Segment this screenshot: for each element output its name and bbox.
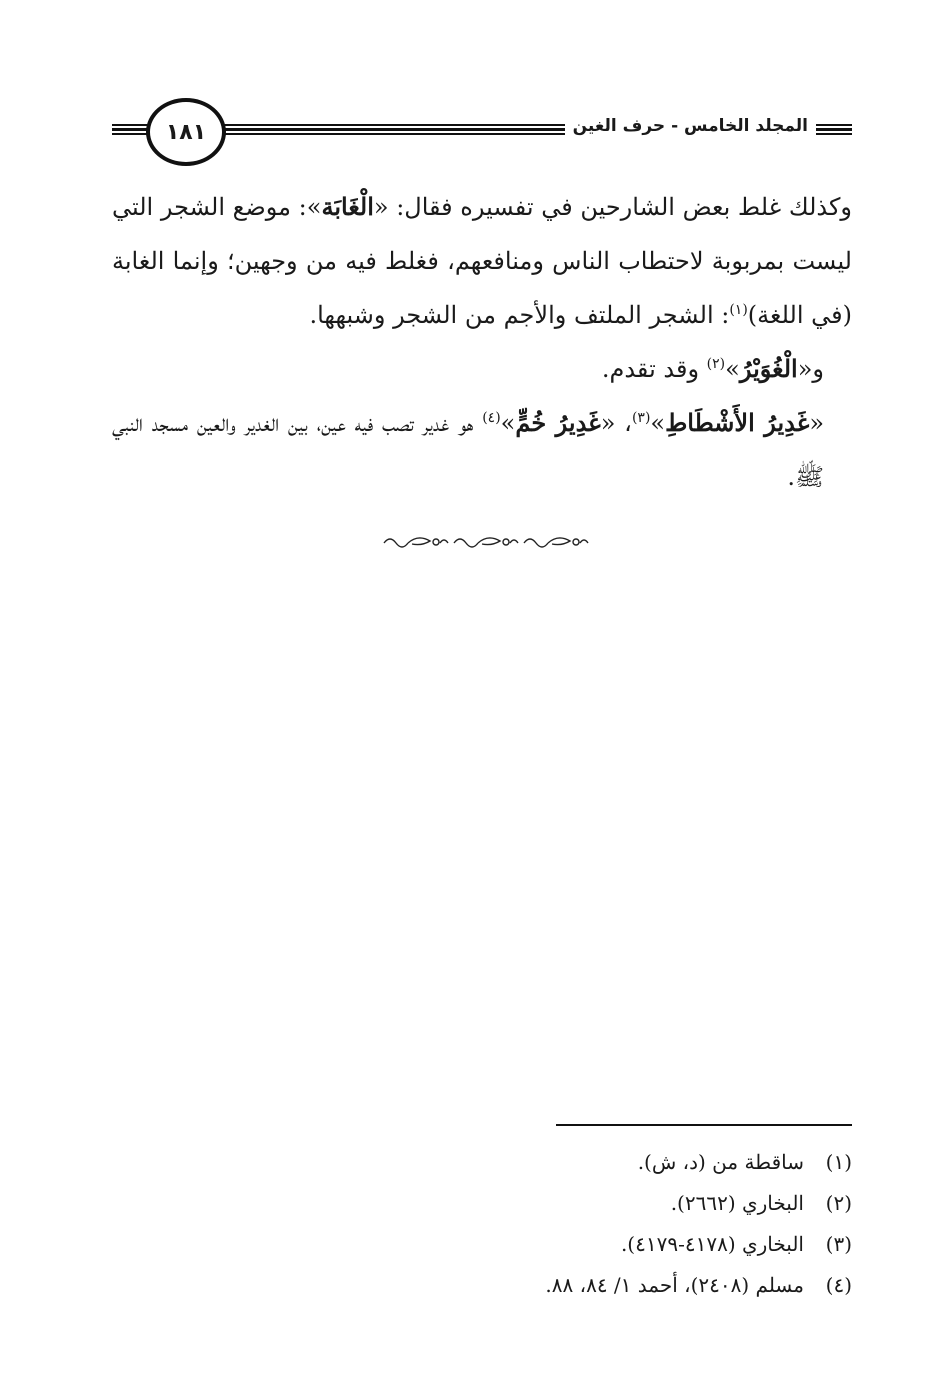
footnote-4: (٤) مسلم (٢٤٠٨)، أحمد ١/ ٨٤، ٨٨. xyxy=(545,1273,852,1297)
page-header xyxy=(112,98,852,168)
page-number: ١٨١ xyxy=(146,98,226,166)
footnote-1: (١) ساقطة من (د، ش). xyxy=(637,1150,852,1174)
term-ghaba: الْغَابَة xyxy=(321,192,374,221)
footnote-separator xyxy=(556,1124,852,1126)
footnotes xyxy=(300,1142,852,1306)
paragraph-2: و«الْغُوَيْرُ»$^{(٢)}$ وقد تقدم. xyxy=(601,354,824,383)
term-ghadir-ashtat: غَدِيرُ الأَشْطَاطِ xyxy=(665,408,810,437)
footnote-2: (٢) البخاري (٢٦٦٢). xyxy=(670,1191,852,1215)
footnote-ref-4: (٤) xyxy=(482,410,501,426)
footnote-ref-3: (٣) xyxy=(631,410,651,426)
term-ghuwayr: الْغُوَيْرُ xyxy=(739,354,798,383)
footnote-3: (٣) البخاري (٤١٧٨-٤١٧٩). xyxy=(620,1232,852,1256)
paragraph-3: «غَدِيرُ الأَشْطَاطِ»$^{(٣)}$، «غَدِيرُ خُمٍّ»$^{(٤)}$ هو غدير تصب فيه عين، بين الغدير والعين مسجد النبي ﷺ. xyxy=(112,408,825,491)
paragraph-1: وكذلك غلط بعض الشارحين في تفسيره فقال: «الْغَابَة»: موضع الشجر التي ليست بمربوبة لاحتطاب الناس ومنافعهم، فغلط فيه من وجهين؛ وإنما الغابة (في اللغة)$^{(١)}$: الشجر الملتف والأجم من الشجر وشبهها. xyxy=(112,192,852,329)
footnote-ref-2: (٢) xyxy=(706,356,726,372)
term-ghadir-khumm: غَدِيرُ خُمٍّ xyxy=(515,408,601,437)
main-text xyxy=(112,180,852,504)
footnote-ref-1: (١) xyxy=(729,302,748,318)
running-title: المجلد الخامس - حرف الغين xyxy=(565,116,816,136)
ornament-divider-icon xyxy=(380,528,590,556)
